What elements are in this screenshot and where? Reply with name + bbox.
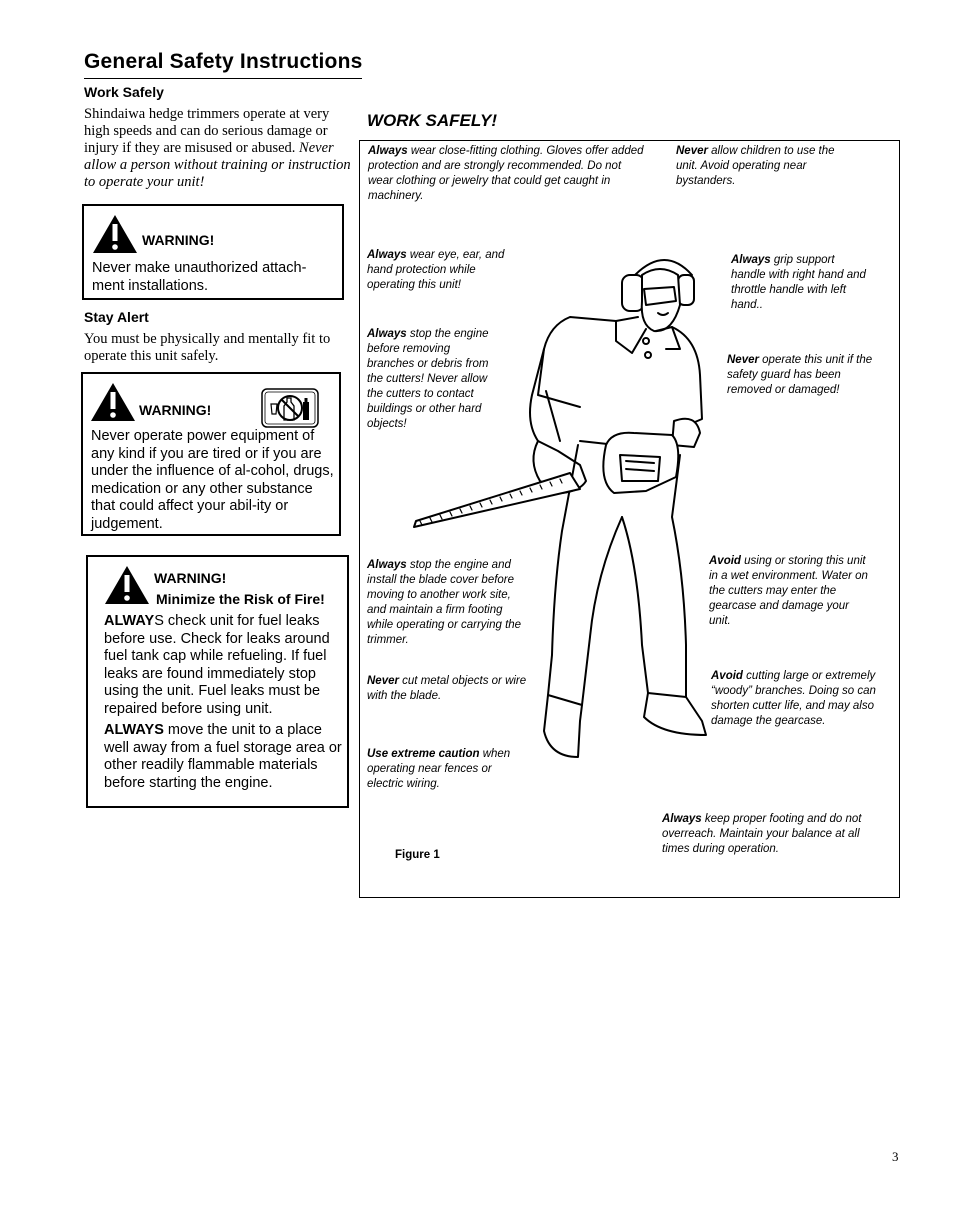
- fire-paragraph-2: [104, 722, 342, 792]
- caption-text: wear eye, ear, and hand protection while operating this unit!: [367, 249, 505, 291]
- warning-label: WARNING!: [139, 402, 212, 418]
- caption-bold: Avoid: [711, 670, 743, 682]
- caption-bold: Always: [662, 813, 702, 825]
- caption-bold: Never: [727, 354, 759, 366]
- warning-label: WARNING!: [154, 570, 227, 586]
- caption-text: stop the engine before removing branches or debris from the cutters! Never allow the cutters to contact buildings or other hard objects!: [367, 328, 489, 430]
- caption-bold: Always: [367, 559, 407, 571]
- caption-text: cutting large or extremely “woody” branches. Doing so can shorten cutter life, and may also damage the gearcase.: [711, 670, 876, 727]
- work-safely-heading: Work Safely: [84, 84, 164, 100]
- caption-footing: [662, 812, 887, 857]
- warning-text: Never operate power equipment of any kind if you are tired or if you are under the influence of al-cohol, drugs, medication or any other substance that could affect your abil-ity or judgement.: [91, 428, 334, 532]
- caption-bold: Never: [367, 675, 399, 687]
- warning-subtitle: Minimize the Risk of Fire!: [156, 591, 325, 607]
- caption-bold: Always: [367, 249, 407, 261]
- caption-text: cut metal objects or wire with the blade.: [367, 675, 527, 702]
- warning-triangle-icon: [90, 382, 136, 422]
- caption-text: operate this unit if the safety guard has been removed or damaged!: [727, 354, 873, 396]
- caption-bold: Use extreme caution: [367, 748, 480, 760]
- stay-alert-paragraph: You must be physically and mentally fit to operate this unit safely.: [84, 331, 331, 364]
- work-safely-italic: Never allow a person without training or instruction to operate your unit!: [84, 140, 351, 190]
- caption-wet-environment: [709, 554, 869, 629]
- figure-heading: WORK SAFELY!: [367, 111, 498, 130]
- title-divider: [84, 78, 362, 79]
- caption-bold: Never: [676, 145, 708, 157]
- fire-p1-bold: ALWAY: [104, 613, 155, 629]
- caption-text: allow children to use the unit. Avoid operating near bystanders.: [676, 145, 835, 187]
- caption-text: grip support handle with right hand and throttle handle with left hand..: [731, 254, 866, 311]
- caption-text: when operating near fences or electric wiring.: [367, 748, 511, 790]
- caption-text: keep proper footing and do not overreach. Maintain your balance at all times during operation.: [662, 813, 862, 855]
- caption-grip: [731, 253, 871, 313]
- caption-bold: Always: [367, 328, 407, 340]
- caption-clothing: [368, 144, 648, 204]
- warning-triangle-icon: [92, 214, 138, 254]
- caption-bold: Always: [731, 254, 771, 266]
- caption-text: wear close-fitting clothing. Gloves offer added protection and are strongly recommended. Do not wear clothing or jewelry that could get caught in machinery.: [368, 145, 644, 202]
- fire-p2-text: move the unit to a place well away from a fuel storage area or other readily flammable materials before starting the engine.: [104, 722, 342, 791]
- caption-woody-branches: [711, 669, 896, 729]
- caption-stop-engine: [367, 327, 492, 432]
- caption-blade-cover: [367, 558, 522, 648]
- warning-box-impairment: [81, 372, 341, 536]
- figure-label: Figure 1: [395, 849, 440, 861]
- caption-text: using or storing this unit in a wet environment. Water on the cutters may enter the gearcase and damage your unit.: [709, 555, 868, 627]
- warning-box-fire: [86, 555, 349, 808]
- caption-bold: Avoid: [709, 555, 741, 567]
- stay-alert-heading: Stay Alert: [84, 309, 149, 325]
- caption-bold: Always: [368, 145, 408, 157]
- fire-paragraph-1: [104, 613, 342, 718]
- caption-fences-wiring: [367, 747, 527, 792]
- no-alcohol-icon: [261, 388, 319, 428]
- warning-box-attachments: [82, 204, 344, 300]
- caption-children: [676, 144, 856, 189]
- caption-metal-objects: [367, 674, 527, 704]
- caption-text: stop the engine and install the blade cover before moving to another work site, and maintain a firm footing while operating or carrying the trimmer.: [367, 559, 522, 646]
- work-safely-paragraph: [84, 106, 352, 191]
- page-title: General Safety Instructions: [84, 50, 363, 73]
- fire-p2-bold: ALWAYS: [104, 722, 164, 738]
- warning-triangle-icon: [104, 565, 150, 605]
- page-number: 3: [892, 1149, 899, 1164]
- warning-label: WARNING!: [142, 232, 215, 248]
- work-safely-text: Shindaiwa hedge trimmers operate at very high speeds and can do serious damage or injury if they are misused or abused.: [84, 106, 330, 156]
- warning-text: Never make unauthorized attach-ment installations.: [92, 260, 307, 294]
- fire-p1-text: S check unit for fuel leaks before use. Check for leaks around fuel tank cap while refueling. If fuel leaks are found immediately stop using the unit. Fuel leaks must be repaired before using unit.: [104, 613, 330, 717]
- caption-safety-guard: [727, 353, 882, 398]
- caption-protection: [367, 248, 517, 293]
